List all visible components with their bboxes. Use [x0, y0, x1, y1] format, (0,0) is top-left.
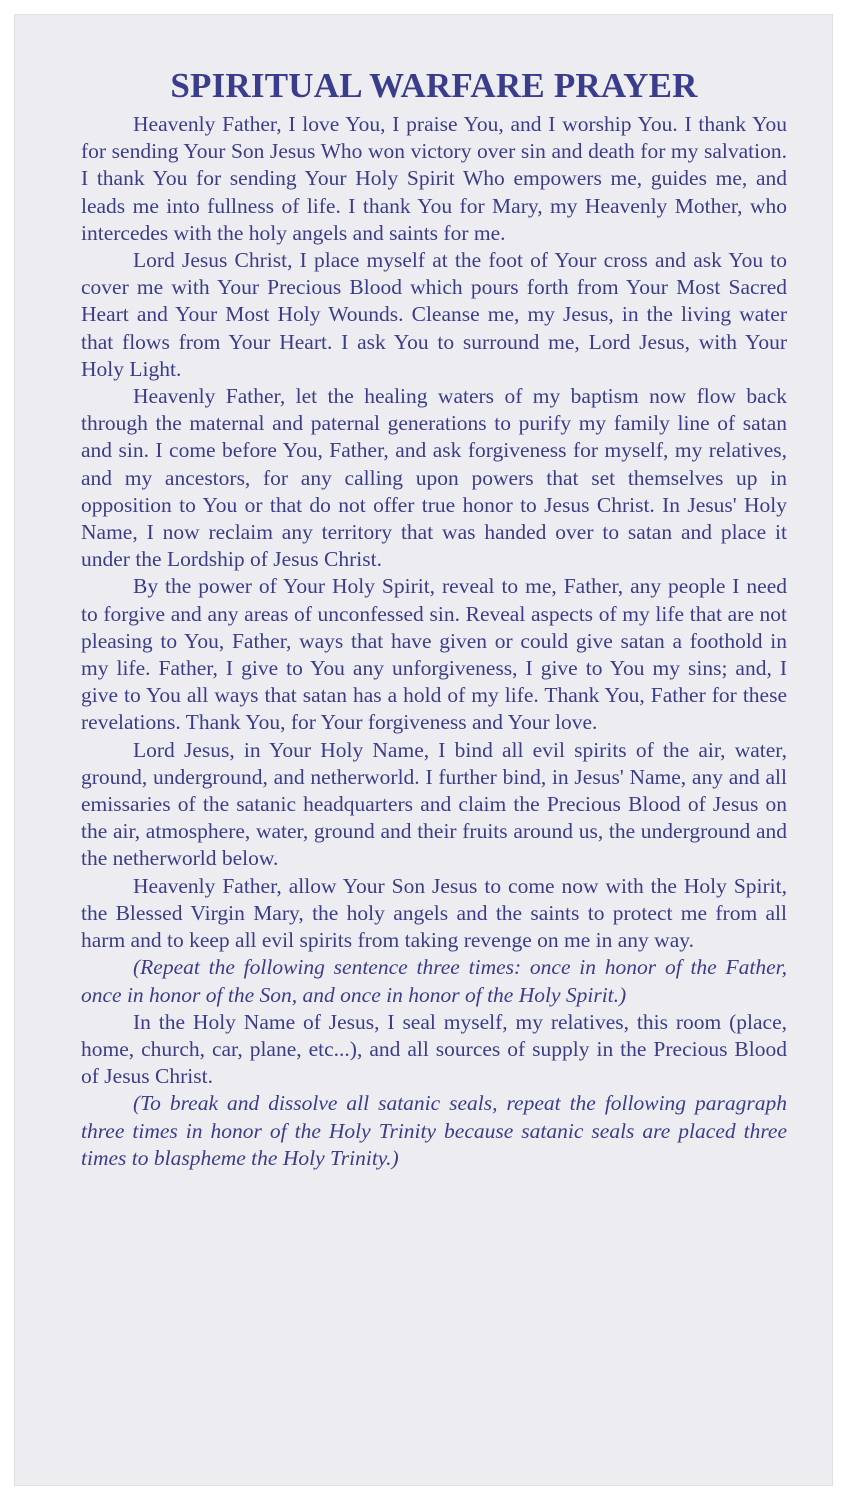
- prayer-paragraph-cross: Lord Jesus Christ, I place myself at the foot of Your cross and ask You to cover me with Your Precious Blood which pours forth from Your Most Sacred Heart and Your Most Holy Wounds. Cleanse me, my Jesus, in the living water that flows from Your Heart. I ask You to surround me, Lord Jesus, with Your Holy Light.: [81, 248, 787, 381]
- instruction-break-seals: (To break and dissolve all satanic seals, repeat the following paragraph three times in honor of the Holy Trinity because satanic seals are placed three times to blaspheme the Holy Trinity.): [81, 1091, 787, 1170]
- prayer-paragraph-protection: Heavenly Father, allow Your Son Jesus to come now with the Holy Spirit, the Blessed Virgin Mary, the holy angels and the saints to protect me from all harm and to keep all evil spirits from taking revenge on me in any way.: [81, 873, 787, 953]
- page-title: SPIRITUAL WARFARE PRAYER: [170, 66, 698, 105]
- prayer-paragraph-seal: In the Holy Name of Jesus, I seal myself, my relatives, this room (place, home, church, car, plane, etc...), and all sources of supply in the Precious Blood of Jesus Christ.: [81, 1009, 787, 1089]
- prayer-paragraph-forgiveness: By the power of Your Holy Spirit, reveal to me, Father, any people I need to forgive and any areas of unconfessed sin. Reveal aspects of my life that are not pleasing to You, Father, ways that have given or could give satan a foothold in my life. Father, I give to You any unforgiveness, I give to You my sins; and, I give to You all ways that satan has a hold of my life. Thank You, Father for these revelations. Thank You, for Your forgiveness and Your love.: [81, 574, 787, 735]
- instruction-repeat-sentence: (Repeat the following sentence three times: once in honor of the Father, once in honor of the Son, and once in honor of the Holy Spirit.): [81, 955, 787, 1007]
- prayer-card: [14, 14, 833, 1486]
- prayer-paragraph-praise: Heavenly Father, I love You, I praise You, and I worship You. I thank You for sending Your Son Jesus Who won victory over sin and death for my salvation. I thank You for sending Your Holy Spirit Who empowers me, guides me, and leads me into fullness of life. I thank You for Mary, my Heavenly Mother, who intercedes with the holy angels and saints for me.: [81, 112, 787, 245]
- prayer-paragraph-baptism: Heavenly Father, let the healing waters of my baptism now flow back through the maternal and paternal generations to purify my family line of satan and sin. I come before You, Father, and ask forgiveness for myself, my relatives, and my ancestors, for any calling upon powers that set themselves up in opposition to You or that do not offer true honor to Jesus Christ. In Jesus' Holy Name, I now reclaim any territory that was handed over to satan and place it under the Lordship of Jesus Christ.: [81, 384, 787, 572]
- prayer-content: [81, 65, 787, 1172]
- prayer-paragraph-binding: Lord Jesus, in Your Holy Name, I bind all evil spirits of the air, water, ground, underground, and netherworld. I further bind, in Jesus' Name, any and all emissaries of the satanic headquarters and claim the Precious Blood of Jesus on the air, atmosphere, water, ground and their fruits around us, the underground and the netherworld below.: [81, 737, 787, 871]
